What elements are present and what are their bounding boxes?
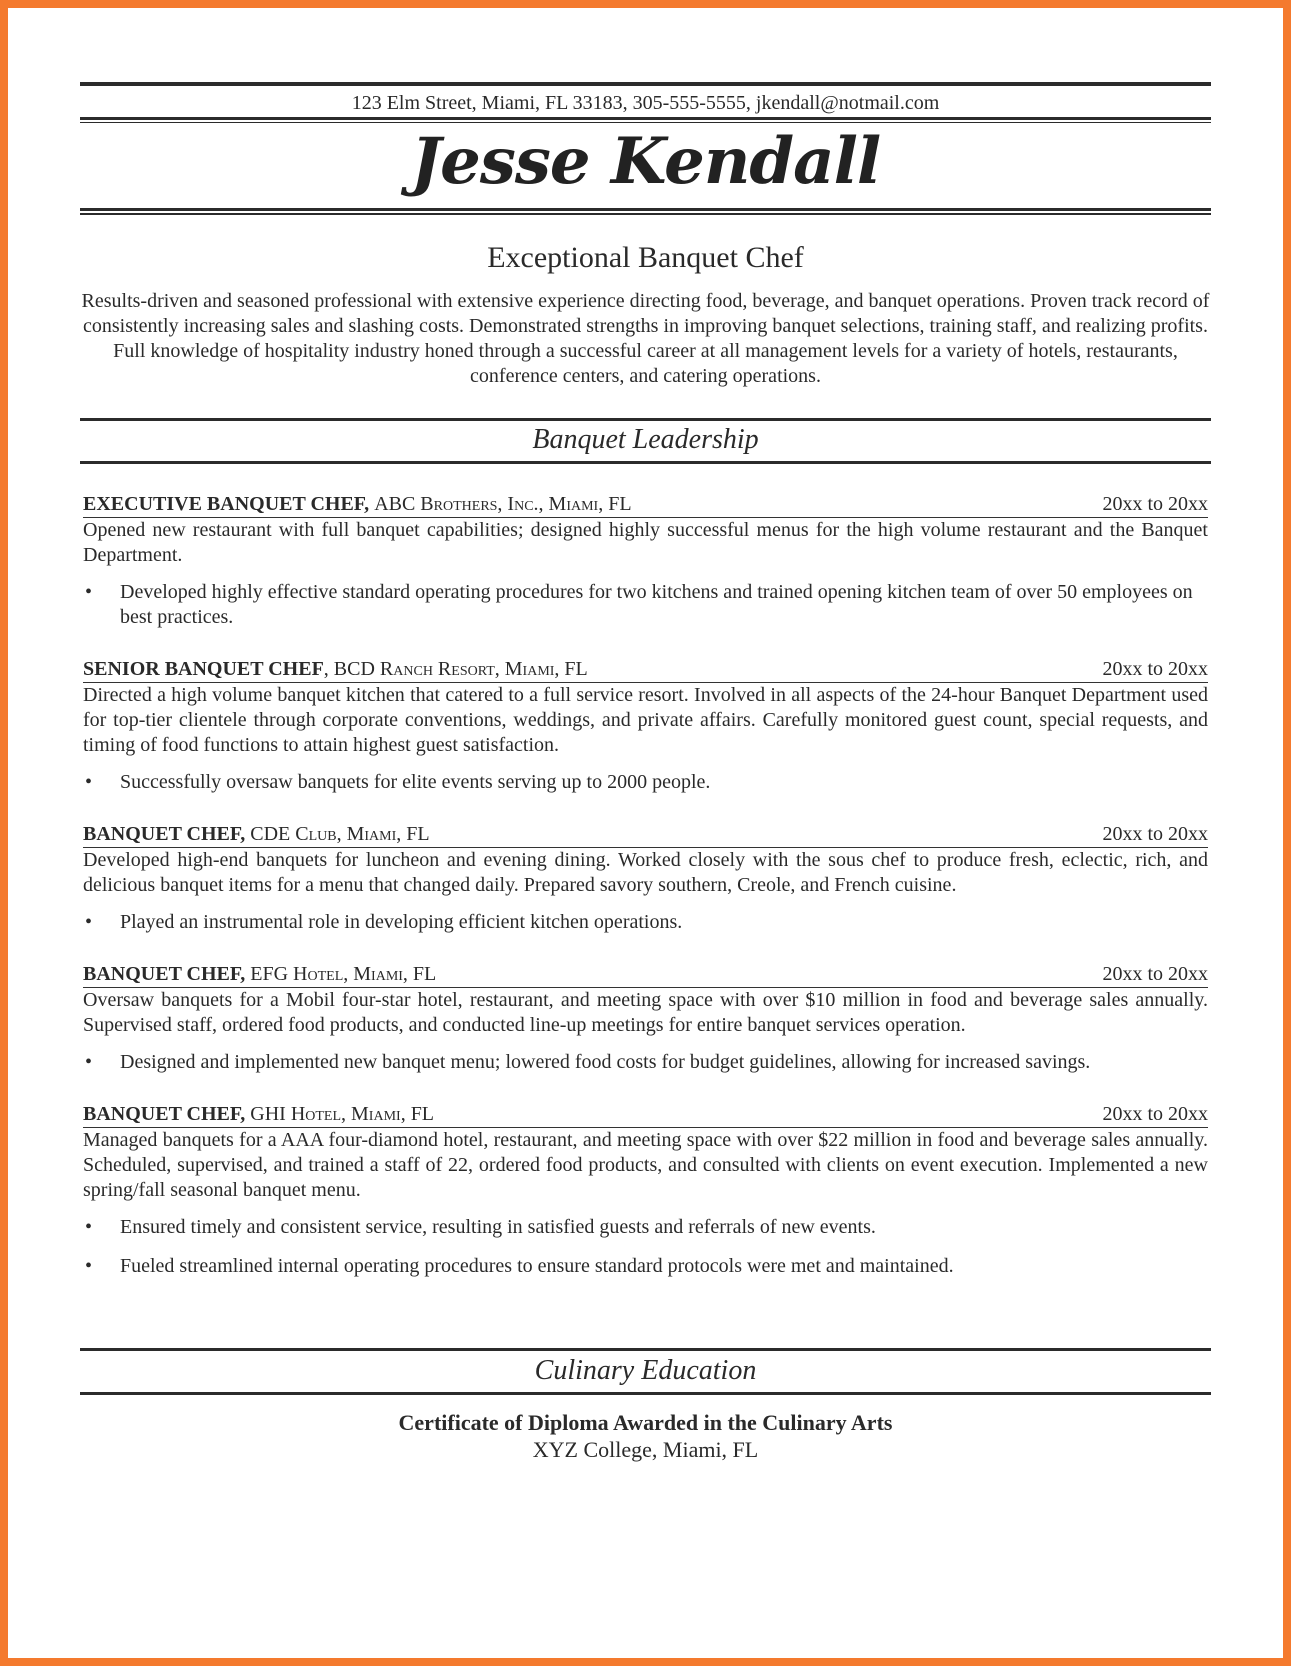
- bullet-item: [83, 1050, 1208, 1075]
- education-school: XYZ College, Miami, FL: [532, 1437, 759, 1462]
- leadership-top-rule: [80, 418, 1211, 421]
- job-bullets: [83, 580, 1208, 630]
- name-bottom-rule: [80, 208, 1211, 211]
- header-top-rule: [80, 82, 1211, 86]
- bullet-item: [83, 1254, 1208, 1279]
- job-title: BANQUET CHEF,: [83, 823, 246, 845]
- job-header: [83, 822, 1208, 848]
- job-title: SENIOR BANQUET CHEF: [83, 658, 324, 680]
- bullet-icon: •: [85, 1255, 93, 1277]
- bullet-icon: •: [85, 581, 93, 603]
- job-description: Directed a high volume banquet kitchen that catered to a full service resort. Involved in all aspects of the 24-hour Banquet Department used for top-tier clientele through corporate conventions, weddings, and private affairs. Carefully monitored guest count, special requests, and timing of food functions to attain highest guest satisfaction.: [83, 684, 1208, 756]
- section-title-leadership: Banquet Leadership: [532, 424, 759, 455]
- job-company: , BCD Ranch Resort, Miami, FL: [323, 658, 588, 680]
- job-header: [83, 492, 1208, 518]
- bullet-icon: •: [85, 1216, 93, 1238]
- leadership-bottom-rule: [80, 461, 1211, 464]
- job-entry: [83, 492, 1208, 644]
- summary: Results-driven and seasoned professional with extensive experience directing food, beverage, and banquet operations. Proven track record of consistently increasing sales and slashing costs. Demonstrated strengths in improving banquet selections, training staff, and realizing profits. Full knowledge of hospitality industry honed through a successful career at all management levels for a variety of hotels, restaurants, conference centers, and catering operations.: [81, 290, 1210, 387]
- job-title: BANQUET CHEF,: [83, 963, 246, 985]
- job-bullets: [83, 770, 1208, 795]
- bullet-text: Played an instrumental role in developing efficient kitchen operations.: [120, 911, 683, 933]
- job-description: Opened new restaurant with full banquet capabilities; designed highly successful menus for the high volume restaurant and the Banquet Department.: [83, 519, 1208, 566]
- bullet-item: [83, 580, 1208, 630]
- job-bullets: [83, 910, 1208, 935]
- bullet-text: Successfully oversaw banquets for elite events serving up to 2000 people.: [120, 771, 711, 793]
- job-header: [83, 962, 1208, 988]
- bullet-text: Designed and implemented new banquet menu; lowered food costs for budget guidelines, allowing for increased savings.: [120, 1051, 1091, 1073]
- headline: Exceptional Banquet Chef: [487, 241, 804, 274]
- bullet-icon: •: [85, 911, 93, 933]
- job-company: CDE Club, Miami, FL: [250, 823, 430, 845]
- job-description: Oversaw banquets for a Mobil four-star hotel, restaurant, and meeting space with over $10 million in food and beverage sales annually. Supervised staff, ordered food products, and conducted line-up meetings for entire banquet services operation.: [83, 989, 1208, 1036]
- job-company: EFG Hotel, Miami, FL: [250, 963, 437, 985]
- job-description: Developed high-end banquets for luncheon and evening dining. Worked closely with the sous chef to produce fresh, eclectic, rich, and delicious banquet items for a menu that changed daily. Prepared savory southern, Creole, and French cuisine.: [83, 849, 1208, 896]
- job-dates: 20xx to 20xx: [1102, 823, 1208, 845]
- job-company: ABC Brothers, Inc., Miami, FL: [374, 493, 632, 515]
- job-company: GHI Hotel, Miami, FL: [250, 1103, 435, 1125]
- name-top-rule: [80, 117, 1211, 120]
- education-bottom-rule: [80, 1392, 1211, 1395]
- job-entry: [83, 962, 1208, 1089]
- education-block: [80, 1409, 1211, 1463]
- bullet-text: Ensured timely and consistent service, resulting in satisfied guests and referrals of new events.: [120, 1216, 876, 1238]
- contact-line: 123 Elm Street, Miami, FL 33183, 305-555-5555, jkendall@notmail.com: [351, 92, 940, 114]
- job-bullets: [83, 1050, 1208, 1075]
- candidate-name: Jesse Kendall: [410, 124, 881, 199]
- section-title-education: Culinary Education: [534, 1355, 757, 1386]
- job-dates: 20xx to 20xx: [1102, 493, 1208, 515]
- job-title: BANQUET CHEF,: [83, 1103, 246, 1125]
- job-entry: [83, 657, 1208, 809]
- job-dates: 20xx to 20xx: [1102, 1103, 1208, 1125]
- bullet-text: Developed highly effective standard operating procedures for two kitchens and trained opening kitchen team of over 50 employees on best practices.: [120, 581, 1193, 628]
- job-dates: 20xx to 20xx: [1102, 963, 1208, 985]
- job-dates: 20xx to 20xx: [1102, 658, 1208, 680]
- bullet-item: [83, 1215, 1208, 1240]
- job-entry: [83, 1102, 1208, 1293]
- education-degree: Certificate of Diploma Awarded in the Culinary Arts: [398, 1410, 893, 1435]
- job-header: [83, 657, 1208, 683]
- job-header: [83, 1102, 1208, 1128]
- name-bottom-rule-thin: [80, 213, 1211, 215]
- job-title: EXECUTIVE BANQUET CHEF,: [83, 493, 370, 515]
- job-description: Managed banquets for a AAA four-diamond hotel, restaurant, and meeting space with over $22 million in food and beverage sales annually. Scheduled, supervised, and trained a staff of 22, ordered food products, and consulted with clients on event execution. Implemented a new spring/fall seasonal banquet menu.: [83, 1129, 1208, 1201]
- education-top-rule: [80, 1348, 1211, 1351]
- bullet-icon: •: [85, 771, 93, 793]
- job-entry: [83, 822, 1208, 949]
- bullet-item: [83, 910, 1208, 935]
- bullet-icon: •: [85, 1051, 93, 1073]
- bullet-text: Fueled streamlined internal operating procedures to ensure standard protocols were met and maintained.: [120, 1255, 954, 1277]
- job-bullets: [83, 1215, 1208, 1279]
- bullet-item: [83, 770, 1208, 795]
